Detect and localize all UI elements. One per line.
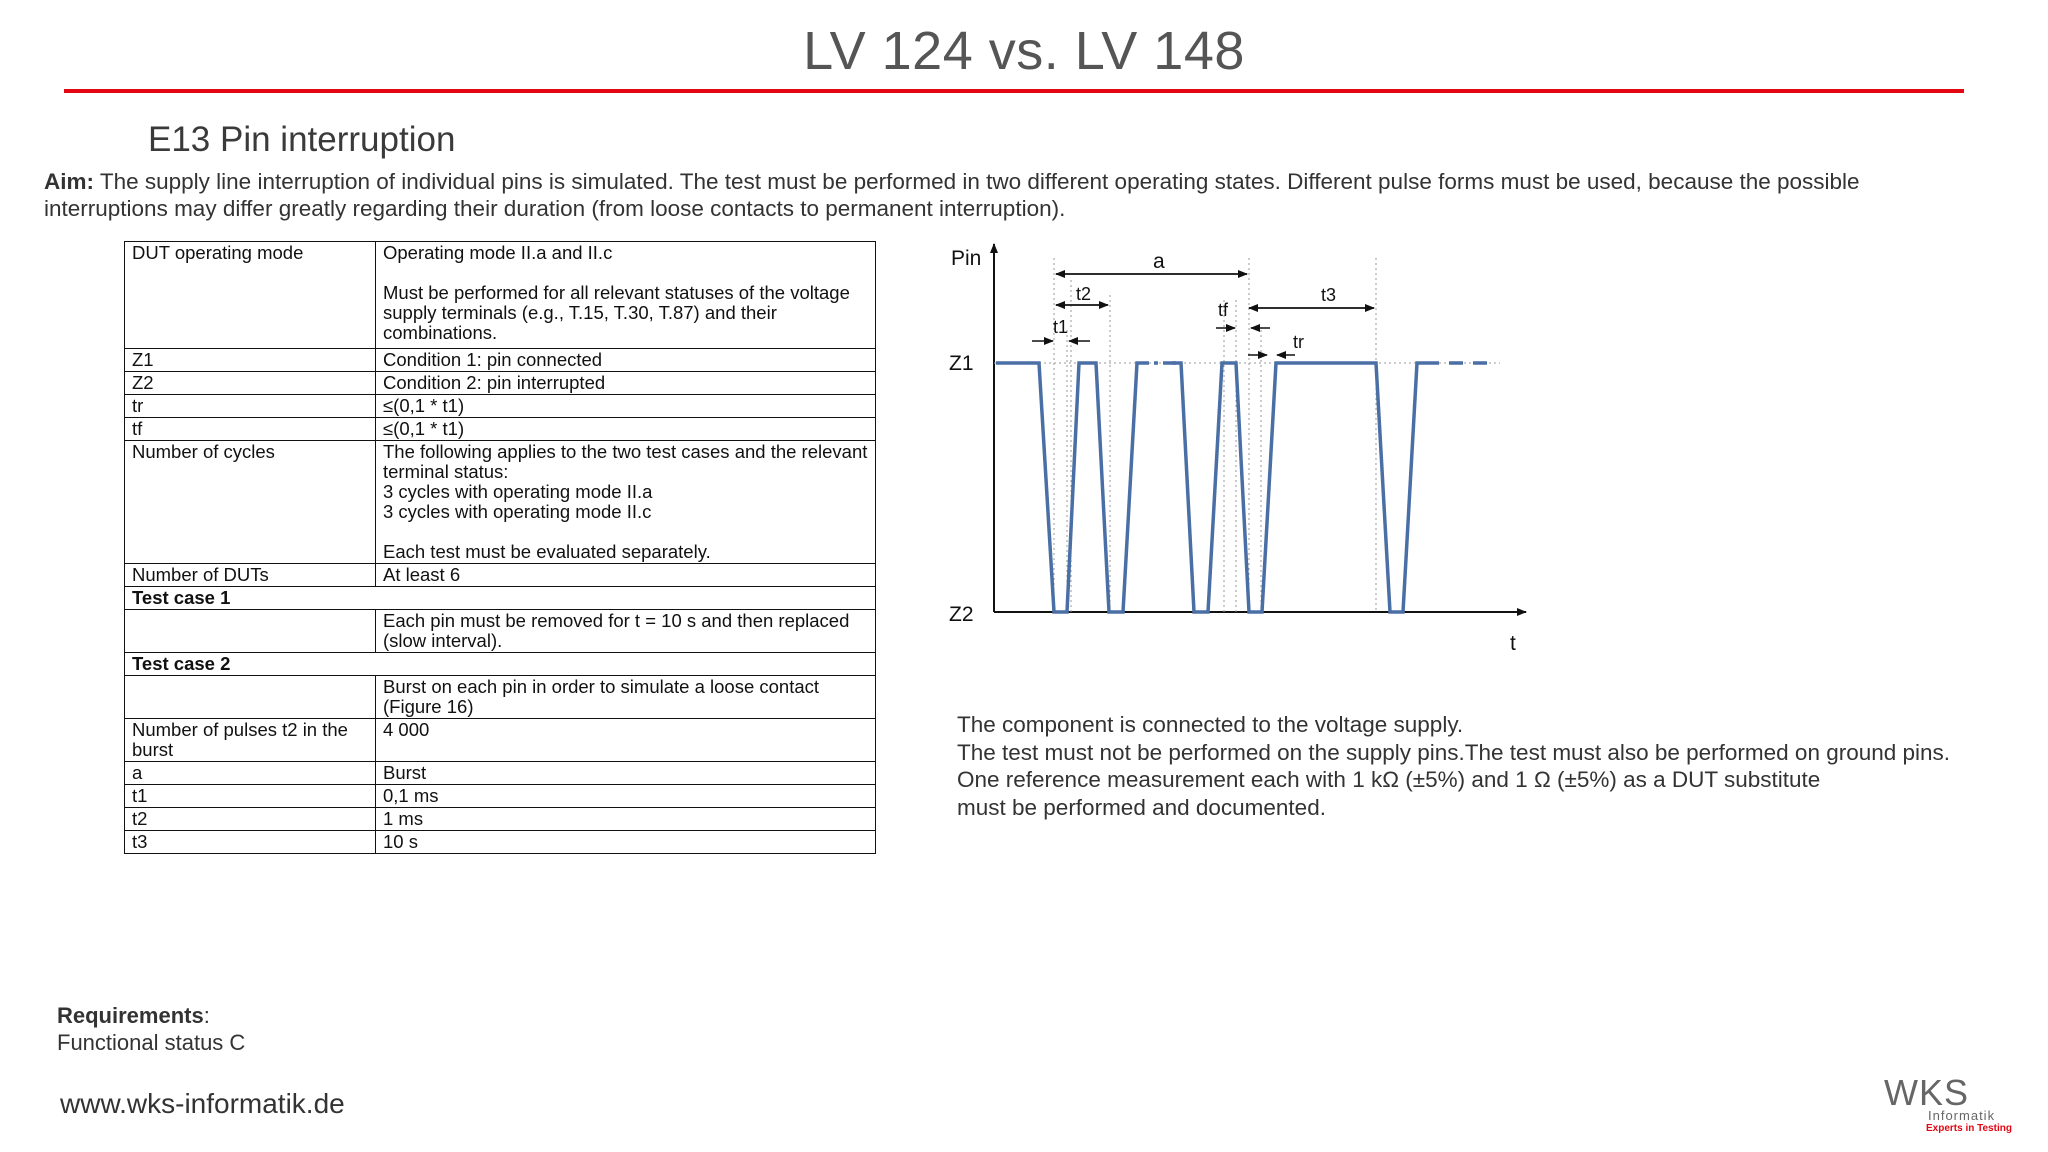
logo-subtitle: Informatik — [1928, 1108, 1996, 1123]
table-section-header: Test case 2 — [125, 653, 876, 676]
aim-text: The supply line interruption of individual pins is simulated. The test must be performed in two different operating states. Different pulse forms must be used, because the possible interruptions may differ greatly regarding their duration (from loose contacts to permanent interruption). — [44, 169, 1860, 221]
section-heading: E13 Pin interruption — [148, 120, 456, 159]
table-cell-key: Z2 — [125, 372, 376, 395]
description-line: must be performed and documented. — [957, 794, 1326, 820]
table-row — [125, 242, 876, 349]
table-row — [125, 587, 876, 610]
z2-label: Z2 — [949, 603, 974, 626]
table-row — [125, 564, 876, 587]
label-tf: tf — [1218, 300, 1229, 320]
table-row — [125, 349, 876, 372]
table-cell-value — [376, 242, 876, 349]
table-row — [125, 610, 876, 653]
table-cell-key: t3 — [125, 831, 376, 854]
footer-url[interactable]: www.wks-informatik.de — [60, 1088, 345, 1119]
table-cell-key — [125, 676, 376, 719]
table-row — [125, 719, 876, 762]
table-row — [125, 831, 876, 854]
logo-tagline: Experts in Testing — [1926, 1123, 2012, 1134]
y-axis-label: Pin — [951, 247, 982, 270]
guide-lines — [1054, 258, 1376, 612]
table-row — [125, 372, 876, 395]
table-cell-value: ≤(0,1 * t1) — [376, 395, 876, 418]
label-a: a — [1153, 250, 1165, 273]
table-cell-value: Condition 1: pin connected — [376, 349, 876, 372]
requirements-colon: : — [203, 1003, 210, 1028]
table-row — [125, 395, 876, 418]
label-t1: t1 — [1053, 317, 1069, 337]
table-cell-value: Burst — [376, 762, 876, 785]
requirements-label: Requirements — [57, 1003, 204, 1028]
table-cell-value: Burst on each pin in order to simulate a loose contact (Figure 16) — [376, 676, 876, 719]
table-row — [125, 441, 876, 564]
cell-text: 3 cycles with operating mode II.c — [383, 501, 652, 522]
table-cell-value: 4 000 — [376, 719, 876, 762]
signal-burst-2 — [1167, 363, 1425, 612]
table-cell-key: tr — [125, 395, 376, 418]
table-cell-value: Condition 2: pin interrupted — [376, 372, 876, 395]
cell-text: Operating mode II.a and II.c — [383, 242, 613, 263]
x-axis-label: t — [1510, 632, 1516, 655]
table-cell-value: Each pin must be removed for t = 10 s and then replaced (slow interval). — [376, 610, 876, 653]
description-line: The component is connected to the voltage supply. — [957, 712, 1464, 737]
requirements-block — [57, 1002, 245, 1056]
description-line: One reference measurement each with 1 kΩ (±5%) and 1 Ω (±5%) as a DUT substitute — [957, 767, 1821, 792]
cell-text: 3 cycles with operating mode II.a — [383, 481, 653, 502]
label-tr: tr — [1293, 332, 1304, 352]
slide-title: LV 124 vs. LV 148 — [803, 21, 1245, 81]
title-underline — [64, 89, 1964, 93]
table-row — [125, 676, 876, 719]
logo-wordmark: WKS — [1884, 1072, 1970, 1113]
table-cell-value: 1 ms — [376, 808, 876, 831]
cell-text: Must be performed for all relevant statuses of the voltage supply terminals (e.g., T.15, T.30, T.87) and their combinations. — [383, 282, 850, 343]
table-row — [125, 418, 876, 441]
table-cell-key: t2 — [125, 808, 376, 831]
table-cell-key: tf — [125, 418, 376, 441]
cell-text: The following applies to the two test cases and the relevant terminal status: — [383, 441, 868, 482]
aim-paragraph — [44, 168, 1964, 222]
table-cell-value: ≤(0,1 * t1) — [376, 418, 876, 441]
table-row — [125, 808, 876, 831]
table-cell-value: 0,1 ms — [376, 785, 876, 808]
table-cell-value — [376, 441, 876, 564]
table-cell-value: 10 s — [376, 831, 876, 854]
requirements-text: Functional status C — [57, 1030, 246, 1055]
table-cell-key: Z1 — [125, 349, 376, 372]
label-t3: t3 — [1321, 285, 1337, 305]
table-section-header: Test case 1 — [125, 587, 876, 610]
table-cell-key — [125, 610, 376, 653]
aim-label: Aim: — [44, 169, 94, 194]
description-block — [957, 711, 1950, 821]
table-cell-value: At least 6 — [376, 564, 876, 587]
table-cell-key: Number of cycles — [125, 441, 376, 564]
pin-interruption-diagram — [940, 236, 1540, 656]
table-cell-key: Number of pulses t2 in the burst — [125, 719, 376, 762]
description-line: The test must not be performed on the supply pins.The test must also be performed on ground pins. — [957, 739, 1951, 765]
z1-label: Z1 — [949, 352, 974, 375]
table-cell-key: t1 — [125, 785, 376, 808]
table-cell-key: DUT operating mode — [125, 242, 376, 349]
table-row — [125, 785, 876, 808]
table-row — [125, 653, 876, 676]
label-t2: t2 — [1076, 284, 1092, 304]
table-cell-key: a — [125, 762, 376, 785]
cell-text: Each test must be evaluated separately. — [383, 541, 711, 562]
wks-logo — [1880, 1072, 2016, 1136]
table-cell-key: Number of DUTs — [125, 564, 376, 587]
table-row — [125, 762, 876, 785]
test-parameter-table — [124, 241, 876, 854]
